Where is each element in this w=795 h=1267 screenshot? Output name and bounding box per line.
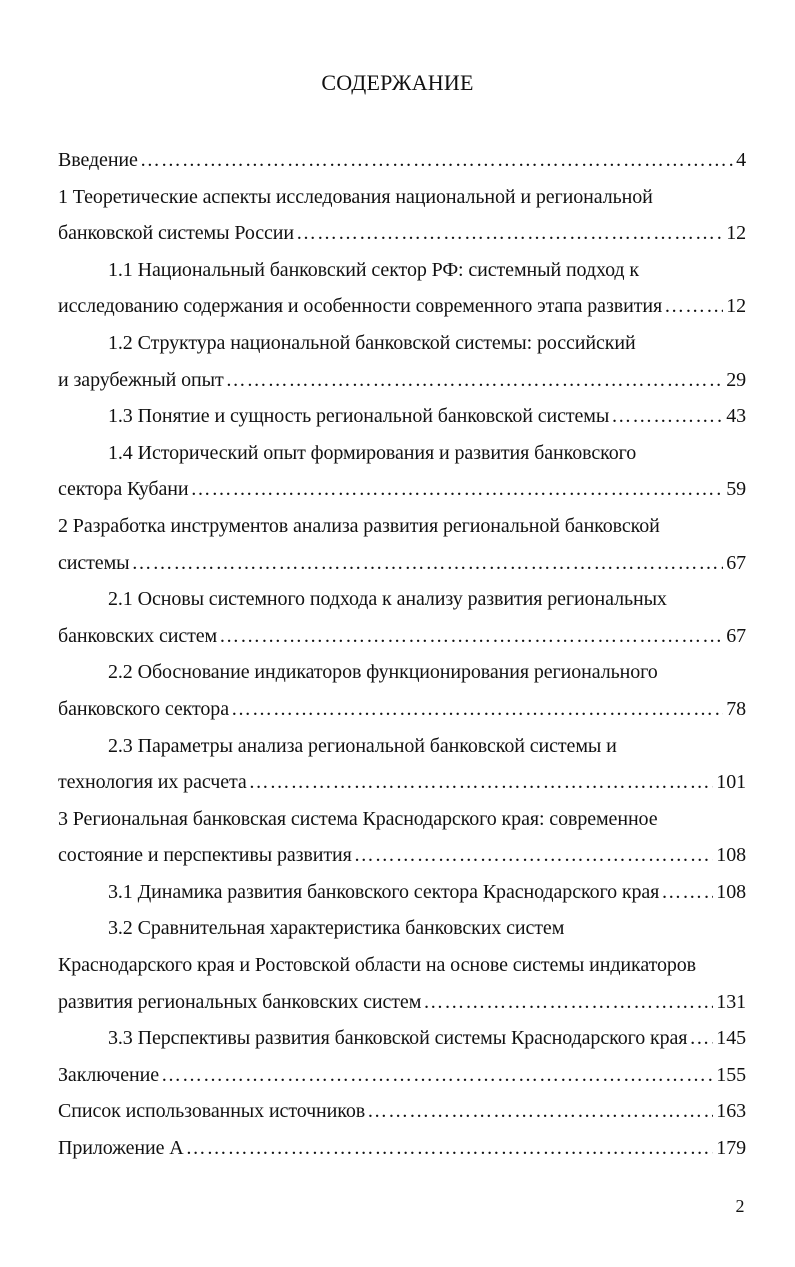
toc-entry-text: банковских систем — [58, 624, 218, 647]
toc-entry-text: Список использованных источников — [58, 1100, 366, 1123]
toc-entry-text: банковской системы России — [58, 222, 295, 245]
toc-page-number: 155 — [716, 1063, 746, 1086]
toc-entry — [58, 728, 746, 801]
toc-entry-text: 1.2 Структура национальной банковской системы: российский — [108, 331, 636, 354]
toc-entry-text: 3.2 Сравнительная характеристика банковских систем — [108, 917, 565, 940]
toc-page-number: 4 — [736, 149, 746, 171]
dot-leader — [423, 984, 713, 1021]
toc-entry — [58, 581, 746, 654]
toc-entry-text: и зарубежный опыт — [58, 368, 224, 391]
dot-leader — [140, 142, 733, 179]
toc-entry — [58, 435, 746, 508]
dot-leader — [661, 874, 713, 911]
toc-entry — [58, 252, 746, 325]
page-number: 2 — [735, 1196, 745, 1216]
toc-entry-text: 2.1 Основы системного подхода к анализу развития региональных — [108, 588, 667, 611]
table-of-contents — [58, 142, 746, 1167]
toc-entry — [58, 179, 746, 252]
toc-entry-text: системы — [58, 551, 130, 574]
toc-entry — [58, 801, 746, 874]
dot-leader — [611, 398, 723, 435]
dot-leader — [219, 618, 723, 655]
toc-entry — [58, 1130, 746, 1167]
toc-entry — [58, 508, 746, 581]
toc-entry-text: исследованию содержания и особенности современного этапа развития — [58, 295, 663, 318]
toc-page-number: 131 — [716, 990, 746, 1013]
toc-entry-text: Приложение А — [58, 1137, 184, 1160]
toc-entry-text: 3.1 Динамика развития банковского сектора Краснодарского края — [108, 880, 660, 903]
dot-leader — [689, 1020, 713, 1057]
toc-entry-text: 1.3 Понятие и сущность региональной банковской системы — [108, 405, 610, 428]
toc-entry — [58, 325, 746, 398]
toc-page-number: 29 — [726, 368, 746, 391]
page-title: СОДЕРЖАНИЕ — [321, 70, 474, 95]
toc-entry-text: банковского сектора — [58, 697, 229, 720]
toc-entry-text: Заключение — [58, 1063, 159, 1086]
toc-entry-text: состояние и перспективы развития — [58, 844, 352, 867]
dot-leader — [296, 215, 723, 252]
dot-leader — [190, 471, 723, 508]
toc-entry — [58, 142, 746, 179]
toc-entry-text: 3 Региональная банковская система Краснодарского края: современное — [58, 807, 658, 830]
dot-leader — [367, 1093, 713, 1130]
dot-leader — [664, 288, 723, 325]
toc-page-number: 43 — [726, 405, 746, 428]
toc-entry — [58, 398, 746, 435]
toc-entry-text: развития региональных банковских систем — [58, 990, 422, 1013]
toc-page-number: 12 — [726, 295, 746, 318]
dot-leader — [231, 691, 723, 728]
toc-entry-text: 2 Разработка инструментов анализа развития региональной банковской — [58, 514, 660, 537]
toc-page-number: 67 — [726, 551, 746, 574]
dot-leader — [161, 1057, 713, 1094]
toc-page-number: 108 — [716, 844, 746, 867]
dot-leader — [131, 545, 723, 582]
toc-page-number: 101 — [716, 771, 746, 794]
toc-entry-text: 2.3 Параметры анализа региональной банковской системы и — [108, 734, 617, 757]
toc-entry-text: технология их расчета — [58, 771, 247, 794]
toc-page-number: 163 — [716, 1100, 746, 1123]
toc-entry — [58, 874, 746, 911]
dot-leader — [226, 362, 724, 399]
toc-page-number: 145 — [716, 1027, 746, 1050]
toc-page-number: 179 — [716, 1137, 746, 1160]
toc-entry-text: 1 Теоретические аспекты исследования национальной и региональной — [58, 185, 653, 208]
toc-page-number: 67 — [726, 624, 746, 647]
toc-entry — [58, 1057, 746, 1094]
toc-entry — [58, 654, 746, 727]
toc-page-number: 78 — [726, 697, 746, 720]
toc-entry-text: Введение — [58, 149, 138, 171]
toc-entry-text: сектора Кубани — [58, 478, 189, 501]
toc-page-number: 108 — [716, 880, 746, 903]
toc-entry-text: 1.1 Национальный банковский сектор РФ: системный подход к — [108, 258, 640, 281]
toc-entry-text: 1.4 Исторический опыт формирования и развития банковского — [108, 441, 637, 464]
dot-leader — [354, 837, 714, 874]
toc-page-number: 59 — [726, 478, 746, 501]
toc-entry-text: Краснодарского края и Ростовской области на основе системы индикаторов — [58, 954, 697, 977]
toc-entry — [58, 1093, 746, 1130]
dot-leader — [249, 764, 714, 801]
toc-entry — [58, 910, 746, 1020]
toc-entry-text: 2.2 Обоснование индикаторов функционирования регионального — [108, 661, 658, 684]
toc-entry-text: 3.3 Перспективы развития банковской системы Краснодарского края — [108, 1027, 688, 1050]
toc-page-number: 12 — [726, 222, 746, 245]
dot-leader — [186, 1130, 714, 1167]
toc-entry — [58, 1020, 746, 1057]
